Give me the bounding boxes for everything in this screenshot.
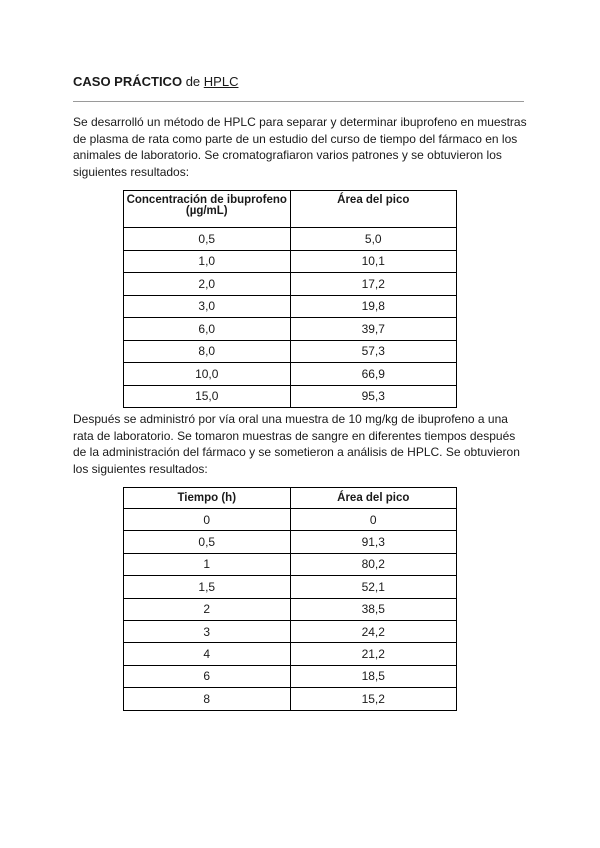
table-row [124,688,457,710]
table-cell: 3 [124,620,291,642]
table-cell: 1 [124,553,291,575]
table-row [124,273,457,296]
header-time: Tiempo (h) [124,488,291,509]
table-row [124,553,457,575]
calibration-table [123,190,457,408]
table-header-row [124,488,457,509]
table-cell: 91,3 [290,531,457,553]
table-cell: 1,5 [124,576,291,598]
table-row [124,228,457,251]
table-cell: 57,3 [290,340,457,363]
table-row [124,643,457,665]
table-cell: 66,9 [290,363,457,386]
title-de-text: de [185,74,201,89]
table-cell: 8 [124,688,291,710]
table-cell: 0,5 [124,228,291,251]
table-cell: 19,8 [290,295,457,318]
table-row [124,250,457,273]
header-peak-area: Área del pico [290,488,457,509]
table-cell: 10,0 [124,363,291,386]
title-hplc-link[interactable]: HPLC [203,74,239,89]
table-cell: 2,0 [124,273,291,296]
intro-paragraph: Se desarrolló un método de HPLC para separar y determinar ibuprofeno en muestras de plasma de rata como parte de un estudio del curso de tiempo del fármaco en los animales de laboratorio. Se cromatografiaron varios patrones y se obtuvieron los siguientes resultados: [73,115,527,179]
table-cell: 5,0 [290,228,457,251]
table-cell: 0 [290,509,457,531]
table-cell: 21,2 [290,643,457,665]
table-row [124,509,457,531]
header-peak-area: Área del pico [290,191,457,228]
table-cell: 18,5 [290,665,457,687]
table-cell: 15,0 [124,385,291,408]
table-cell: 0,5 [124,531,291,553]
table-cell: 52,1 [290,576,457,598]
title-divider [73,101,524,102]
table-cell: 0 [124,509,291,531]
table-cell: 95,3 [290,385,457,408]
table-row [124,598,457,620]
title-bold-text: CASO PRÁCTICO [73,74,183,89]
table-row [124,576,457,598]
table-cell: 2 [124,598,291,620]
table-cell: 17,2 [290,273,457,296]
page-title [73,74,238,89]
table-header-row [124,191,457,228]
time-course-table [123,487,457,711]
table-cell: 6 [124,665,291,687]
table-cell: 1,0 [124,250,291,273]
table-cell: 15,2 [290,688,457,710]
table-row [124,531,457,553]
table-cell: 6,0 [124,318,291,341]
table-row [124,363,457,386]
table-cell: 4 [124,643,291,665]
table-cell: 80,2 [290,553,457,575]
table-row [124,318,457,341]
table-row [124,340,457,363]
administration-paragraph: Después se administró por vía oral una muestra de 10 mg/kg de ibuprofeno a una rata de laboratorio. Se tomaron muestras de sangre en diferentes tiempos después de la administración del fármaco y se sometieron a análisis de HPLC. Se obtuvieron los siguientes resultados: [73,412,520,476]
table-cell: 8,0 [124,340,291,363]
table-row [124,295,457,318]
header-concentration: Concentración de ibuprofeno (µg/mL) [124,191,291,228]
table-cell: 10,1 [290,250,457,273]
table-cell: 3,0 [124,295,291,318]
table-cell: 39,7 [290,318,457,341]
table-row [124,385,457,408]
table-cell: 38,5 [290,598,457,620]
table-row [124,665,457,687]
table-cell: 24,2 [290,620,457,642]
table-row [124,620,457,642]
